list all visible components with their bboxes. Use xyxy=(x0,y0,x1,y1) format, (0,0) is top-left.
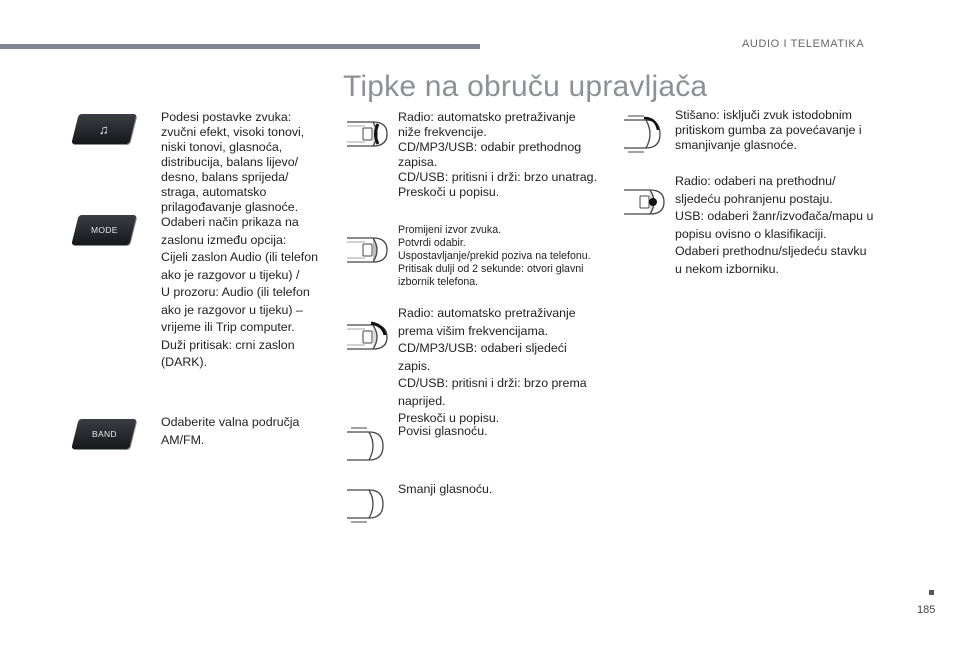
stalk-volume-down-icon xyxy=(343,482,395,526)
seek-up-text: Radio: automatsko pretraživanje prema višim frekvencijama. CD/MP3/USB: odaberi sljedeći zapis. CD/USB: pritisni i drži: brzo prema naprijed. Preskoči u popisu. xyxy=(398,306,587,425)
audio-settings-text: Podesi postavke zvuka: zvučni efekt, visoki tonovi, niski tonovi, glasnoća, distribucija, balans lijevo/ desno, balans sprijeda/ straga, automatsko prilagođavanje glasnoće. xyxy=(161,110,305,214)
page-number: 185 xyxy=(917,604,936,616)
page-marker xyxy=(929,590,934,595)
volume-down-text: Smanji glasnoću. xyxy=(398,482,493,496)
page-title: Tipke na obruču upravljača xyxy=(343,70,708,103)
mode-button-icon xyxy=(71,215,136,245)
stalk-wheel-icon xyxy=(620,180,672,224)
band-button-icon xyxy=(71,419,136,449)
mode-button-label: MODE xyxy=(90,225,118,235)
band-button-label: BAND xyxy=(91,429,117,439)
volume-up-text: Povisi glasnoću. xyxy=(398,424,488,438)
band-text: Odaberite valna područja AM/FM. xyxy=(161,415,300,447)
stalk-ring-up-icon xyxy=(343,315,395,359)
stalk-ring-down-icon xyxy=(343,112,395,156)
stalk-volume-up-icon xyxy=(343,424,395,468)
source-text: Promijeni izvor zvuka. Potvrdi odabir. Uspostavljanje/prekid poziva na telefonu. Pritisak dulji od 2 sekunde: otvori glavni izbornik telefona. xyxy=(398,224,591,288)
header-rule xyxy=(0,44,480,49)
section-label: AUDIO I TELEMATIKA xyxy=(742,38,865,50)
mute-text: Stišano: isključi zvuk istodobnim pritiskom gumba za povećavanje i smanjivanje glasnoće. xyxy=(675,108,862,152)
mode-text: Odaberi način prikaza na zaslonu između opcija: Cijeli zaslon Audio (ili telefon ako je razgovor u tijeku) / U prozoru: Audio (ili telefon ako je razgovor u tijeku) – vrijeme ili Trip computer. Duži pritisak: crni zaslon (DARK). xyxy=(161,215,319,369)
music-note-icon: ♫ xyxy=(71,114,136,144)
stalk-end-button-icon xyxy=(343,228,395,272)
seek-down-text: Radio: automatsko pretraživanje niže frekvencije. CD/MP3/USB: odabir prethodnog zapisa. CD/USB: pritisni i drži: brzo unatrag. Preskoči u popisu. xyxy=(398,110,598,199)
stalk-mute-icon xyxy=(620,112,672,156)
preset-text: Radio: odaberi na prethodnu/ sljedeću pohranjenu postaju. USB: odaberi žanr/izvođača/mapu u popisu ovisno o klasifikaciji. Odaberi prethodnu/sljedeću stavku u nekom izborniku. xyxy=(675,174,874,276)
